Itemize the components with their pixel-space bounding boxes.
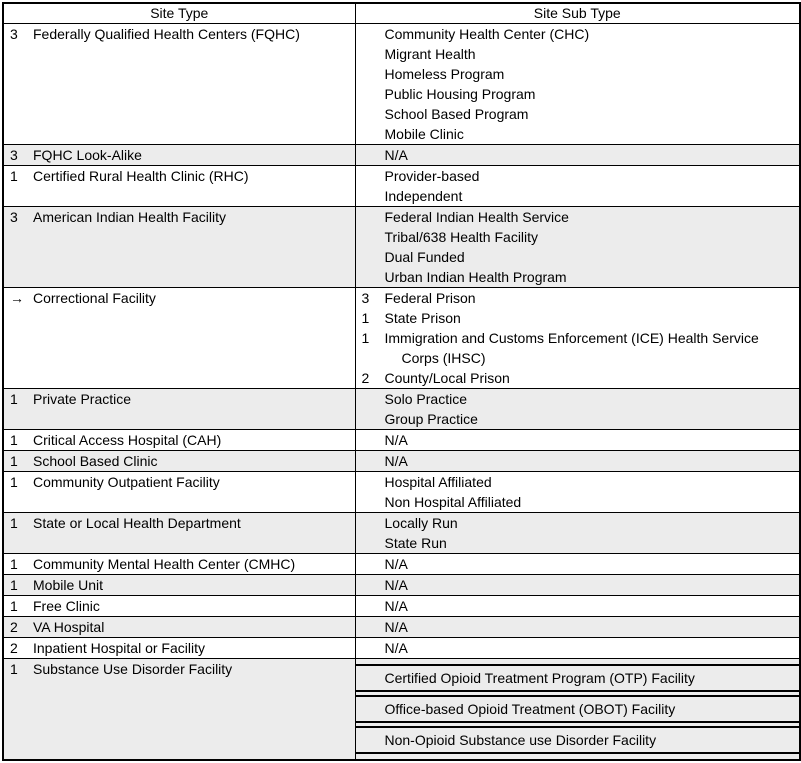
site-type-label: Certified Rural Health Clinic (RHC) [33,168,249,184]
site-type-line [4,389,355,409]
sub-type-line [356,308,800,328]
site-sub-type-cell [355,472,800,513]
sub-type-count [362,554,385,574]
sub-type-label: State Prison [384,310,461,326]
sub-type-line [356,409,800,429]
sub-type-line [356,104,800,124]
sub-type-box [356,695,800,723]
sub-type-label: Community Health Center (CHC) [384,26,590,42]
sub-type-line [356,389,800,409]
site-sub-type-cell [355,288,800,389]
sub-type-count [362,472,385,492]
site-type-line [4,472,355,492]
sub-type-line [356,267,800,287]
sub-type-label: County/Local Prison [384,370,510,386]
site-type-cell [3,513,355,554]
sub-type-label: Non-Opioid Substance use Disorder Facility [384,732,657,748]
sub-type-line [356,596,800,616]
sub-type-line [356,492,800,512]
sub-type-line [356,575,800,595]
site-type-line [4,513,355,533]
sub-type-count [362,533,385,553]
sub-type-label: Migrant Health [384,46,476,62]
sub-type-count [362,44,385,64]
table-row [3,596,800,617]
sub-type-count [362,389,385,409]
site-sub-type-cell [355,451,800,472]
table-row [3,472,800,513]
site-type-count: 1 [10,577,18,593]
site-type-label: Private Practice [33,391,132,407]
sub-type-line [356,247,800,267]
site-type-line [4,430,355,450]
site-type-label: Federally Qualified Health Centers (FQHC) [33,26,300,42]
site-type-cell [3,207,355,288]
site-type-label: Correctional Facility [33,290,156,306]
site-type-line [4,451,355,471]
table-body [3,24,800,761]
site-type-cell [3,596,355,617]
sub-type-label: Homeless Program [384,66,505,82]
sub-type-label: Office-based Opioid Treatment (OBOT) Facility [384,701,676,717]
site-type-count: 3 [10,209,18,225]
sub-type-label: Public Housing Program [384,86,536,102]
site-type-line [4,166,355,186]
sub-type-count: 1 [361,330,370,346]
sub-type-label: State Run [384,535,447,551]
site-type-line [4,575,355,595]
site-sub-type-cell [355,617,800,638]
sub-type-line [356,638,800,658]
sub-type-label: Federal Prison [384,290,476,306]
site-type-cell [3,638,355,659]
sub-type-label: Federal Indian Health Service [384,209,569,225]
site-sub-type-cell [355,659,800,761]
sub-type-line [356,186,800,206]
site-type-cell [3,24,355,145]
table-row [3,430,800,451]
site-type-line [4,145,355,165]
sub-type-count [362,24,385,44]
sub-type-count [362,186,385,206]
sub-type-count [362,227,385,247]
site-type-cell [3,554,355,575]
table-row [3,389,800,430]
site-type-cell [3,451,355,472]
table-row [3,24,800,145]
sub-type-line [356,64,800,84]
site-type-line [4,596,355,616]
site-type-count: 1 [10,168,18,184]
sub-type-line [356,24,800,44]
column-header-site-type: Site Type [3,3,355,24]
sub-type-label: Dual Funded [384,249,465,265]
site-type-label: State or Local Health Department [33,515,241,531]
site-type-count: 1 [10,453,18,469]
sub-type-label: N/A [384,577,408,593]
site-type-count: → [10,290,24,306]
table-row [3,513,800,554]
site-sub-type-cell [355,554,800,575]
sub-type-count [362,617,385,637]
sub-type-line [356,288,800,308]
site-type-label: Community Outpatient Facility [33,474,220,490]
sub-type-label: Solo Practice [384,391,467,407]
table-row [3,617,800,638]
site-type-count: 3 [10,147,18,163]
sub-type-line [356,328,800,368]
sub-type-line [356,554,800,574]
sub-type-count [362,267,385,287]
sub-type-box [356,664,800,692]
site-type-label: FQHC Look-Alike [33,147,142,163]
sub-type-line [356,451,800,471]
table-row [3,207,800,288]
column-header-site-sub-type: Site Sub Type [355,3,800,24]
table-row [3,575,800,596]
sub-type-line [356,124,800,144]
table-row [3,554,800,575]
sub-type-count [362,451,385,471]
site-type-count: 1 [10,556,18,572]
table-row [3,659,800,761]
site-type-label: Substance Use Disorder Facility [33,661,233,677]
site-type-label: Community Mental Health Center (CMHC) [33,556,296,572]
sub-type-label: N/A [384,147,408,163]
sub-type-label: N/A [384,432,408,448]
site-type-cell [3,430,355,451]
sub-type-label: N/A [384,640,408,656]
site-type-label: VA Hospital [33,619,105,635]
site-type-label: Mobile Unit [33,577,104,593]
sub-type-label: Urban Indian Health Program [384,269,567,285]
sub-type-count [362,596,385,616]
site-type-count: 2 [10,640,18,656]
sub-type-count [362,492,385,512]
site-sub-type-cell [355,166,800,207]
sub-type-label: Provider-based [384,168,480,184]
site-type-label: Inpatient Hospital or Facility [33,640,205,656]
site-type-line [4,554,355,574]
sub-type-label: Mobile Clinic [384,126,464,142]
sub-type-count [362,207,385,227]
sub-type-line [356,368,800,388]
site-sub-type-cell [355,389,800,430]
table-row [3,451,800,472]
site-type-count: 1 [10,391,18,407]
site-type-cell [3,617,355,638]
sub-type-label: Group Practice [384,411,478,427]
site-type-cell [3,145,355,166]
site-type-cell [3,389,355,430]
site-type-line [4,617,355,637]
sub-type-label: N/A [384,619,408,635]
sub-type-count: 2 [361,370,370,386]
site-sub-type-cell [355,24,800,145]
site-type-line [4,638,355,658]
sub-type-line [356,44,800,64]
sub-type-count [362,638,385,658]
header-row [3,3,800,24]
site-type-line [4,288,355,308]
sub-type-line [356,207,800,227]
sub-type-label: Non Hospital Affiliated [384,494,522,510]
sub-type-line [356,166,800,186]
sub-type-count: 1 [361,310,370,326]
sub-type-count [362,513,385,533]
table-header [3,3,800,24]
site-type-line [4,24,355,44]
sub-type-count [362,145,385,165]
sub-type-count: 3 [361,290,370,306]
site-type-cell [3,575,355,596]
site-type-count: 1 [10,661,18,677]
site-type-label: American Indian Health Facility [33,209,226,225]
sub-type-line [356,472,800,492]
site-sub-type-cell [355,145,800,166]
table-row [3,288,800,389]
sub-type-box [356,726,800,754]
site-type-label: School Based Clinic [33,453,158,469]
site-type-cell [3,659,355,761]
site-type-label: Critical Access Hospital (CAH) [33,432,222,448]
table-row [3,166,800,207]
site-type-label: Free Clinic [33,598,100,614]
site-type-line [4,659,355,679]
sub-type-count [362,84,385,104]
sub-type-label: Hospital Affiliated [384,474,492,490]
site-sub-type-cell [355,207,800,288]
sub-type-count [362,104,385,124]
sub-type-count [362,409,385,429]
sub-type-label: Tribal/638 Health Facility [384,229,539,245]
sub-type-label: Certified Opioid Treatment Program (OTP) Facility [384,670,695,686]
sub-type-line [356,145,800,165]
sub-type-count [362,575,385,595]
sub-type-label: N/A [384,556,408,572]
sub-type-line [356,513,800,533]
sub-type-count [362,166,385,186]
site-type-cell [3,166,355,207]
sub-type-line [356,617,800,637]
site-type-count: 3 [10,26,18,42]
site-sub-type-cell [355,638,800,659]
sub-type-label: Independent [384,188,463,204]
sub-type-line [356,533,800,553]
sub-type-count [362,64,385,84]
site-type-cell [3,472,355,513]
site-type-cell [3,288,355,389]
table-row [3,145,800,166]
site-sub-type-cell [355,430,800,451]
sub-type-count [362,124,385,144]
sub-type-line [356,84,800,104]
sub-type-label: School Based Program [384,106,529,122]
sub-type-line [356,227,800,247]
site-type-line [4,207,355,227]
site-sub-type-cell [355,596,800,617]
site-sub-type-cell [355,575,800,596]
site-type-count: 1 [10,598,18,614]
sub-type-label: N/A [384,598,408,614]
site-type-count: 1 [10,474,18,490]
sub-type-count [362,430,385,450]
sub-type-count [362,247,385,267]
sub-type-label: N/A [384,453,408,469]
site-type-count: 2 [10,619,18,635]
table-row [3,638,800,659]
site-type-table [2,2,801,761]
sub-type-label: Locally Run [384,515,458,531]
site-type-count: 1 [10,432,18,448]
site-sub-type-cell [355,513,800,554]
sub-type-line [356,430,800,450]
site-type-count: 1 [10,515,18,531]
sub-type-label: Immigration and Customs Enforcement (ICE) Health Service Corps (IHSC) [384,330,759,366]
